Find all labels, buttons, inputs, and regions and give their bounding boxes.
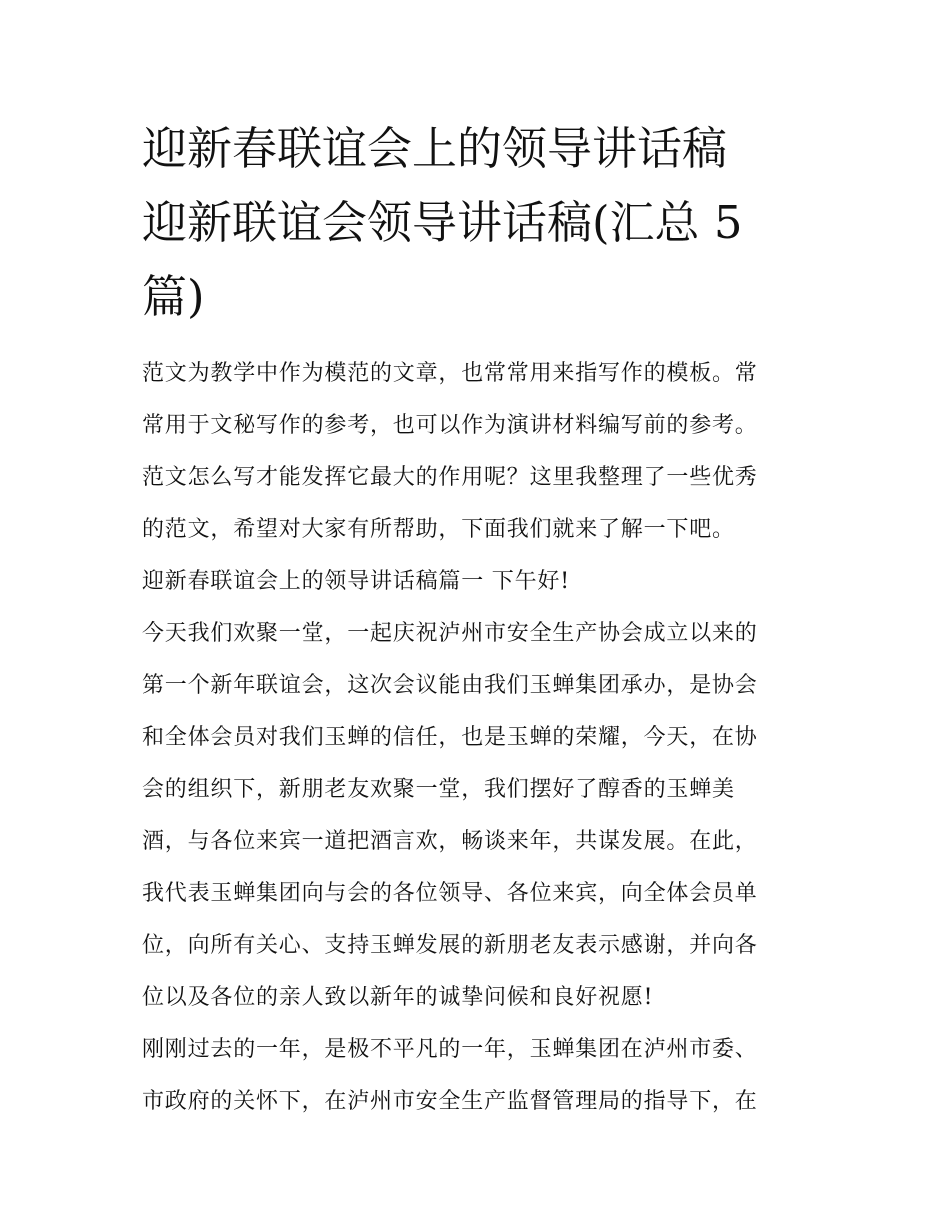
document-title bbox=[142, 112, 814, 334]
speech-paragraph-2 bbox=[142, 1024, 814, 1128]
text-line: 范文怎么写才能发挥它最大的作用呢？这里我整理了一些优秀 bbox=[142, 465, 758, 490]
speech-paragraph-1 bbox=[142, 608, 814, 1024]
text-line: 第一个新年联谊会，这次会议能由我们玉蝉集团承办，是协会 bbox=[142, 673, 758, 698]
text-line: 的范文，希望对大家有所帮助，下面我们就来了解一下吧。 bbox=[142, 517, 735, 542]
text-line: 市政府的关怀下，在泸州市安全生产监督管理局的指导下，在 bbox=[142, 1089, 758, 1114]
text-line: 位，向所有关心、支持玉蝉发展的新朋老友表示感谢，并向各 bbox=[142, 933, 758, 958]
text-line: 迎新春联谊会上的领导讲话稿篇一 下午好! bbox=[142, 569, 570, 594]
title-line-3: 篇) bbox=[142, 270, 205, 323]
document-content bbox=[142, 112, 814, 1128]
document-body bbox=[142, 348, 814, 1128]
text-line: 常用于文秘写作的参考，也可以作为演讲材料编写前的参考。 bbox=[142, 413, 758, 438]
section-heading-paragraph bbox=[142, 556, 814, 608]
text-line: 我代表玉蝉集团向与会的各位领导、各位来宾，向全体会员单 bbox=[142, 881, 758, 906]
text-line: 范文为教学中作为模范的文章，也常常用来指写作的模板。常 bbox=[142, 361, 758, 386]
text-line: 刚刚过去的一年，是极不平凡的一年，玉蝉集团在泸州市委、 bbox=[142, 1037, 758, 1062]
text-line: 酒，与各位来宾一道把酒言欢，畅谈来年，共谋发展。在此， bbox=[142, 829, 758, 854]
text-line: 位以及各位的亲人致以新年的诚挚问候和良好祝愿! bbox=[142, 985, 654, 1010]
intro-paragraph bbox=[142, 348, 814, 556]
text-line: 和全体会员对我们玉蝉的信任，也是玉蝉的荣耀，今天，在协 bbox=[142, 725, 758, 750]
title-line-1: 迎新春联谊会上的领导讲话稿 bbox=[142, 122, 728, 175]
text-line: 今天我们欢聚一堂，一起庆祝泸州市安全生产协会成立以来的 bbox=[142, 621, 758, 646]
text-line: 会的组织下，新朋老友欢聚一堂，我们摆好了醇香的玉蝉美 bbox=[142, 777, 735, 802]
title-line-2: 迎新联谊会领导讲话稿(汇总 5 bbox=[142, 196, 743, 249]
